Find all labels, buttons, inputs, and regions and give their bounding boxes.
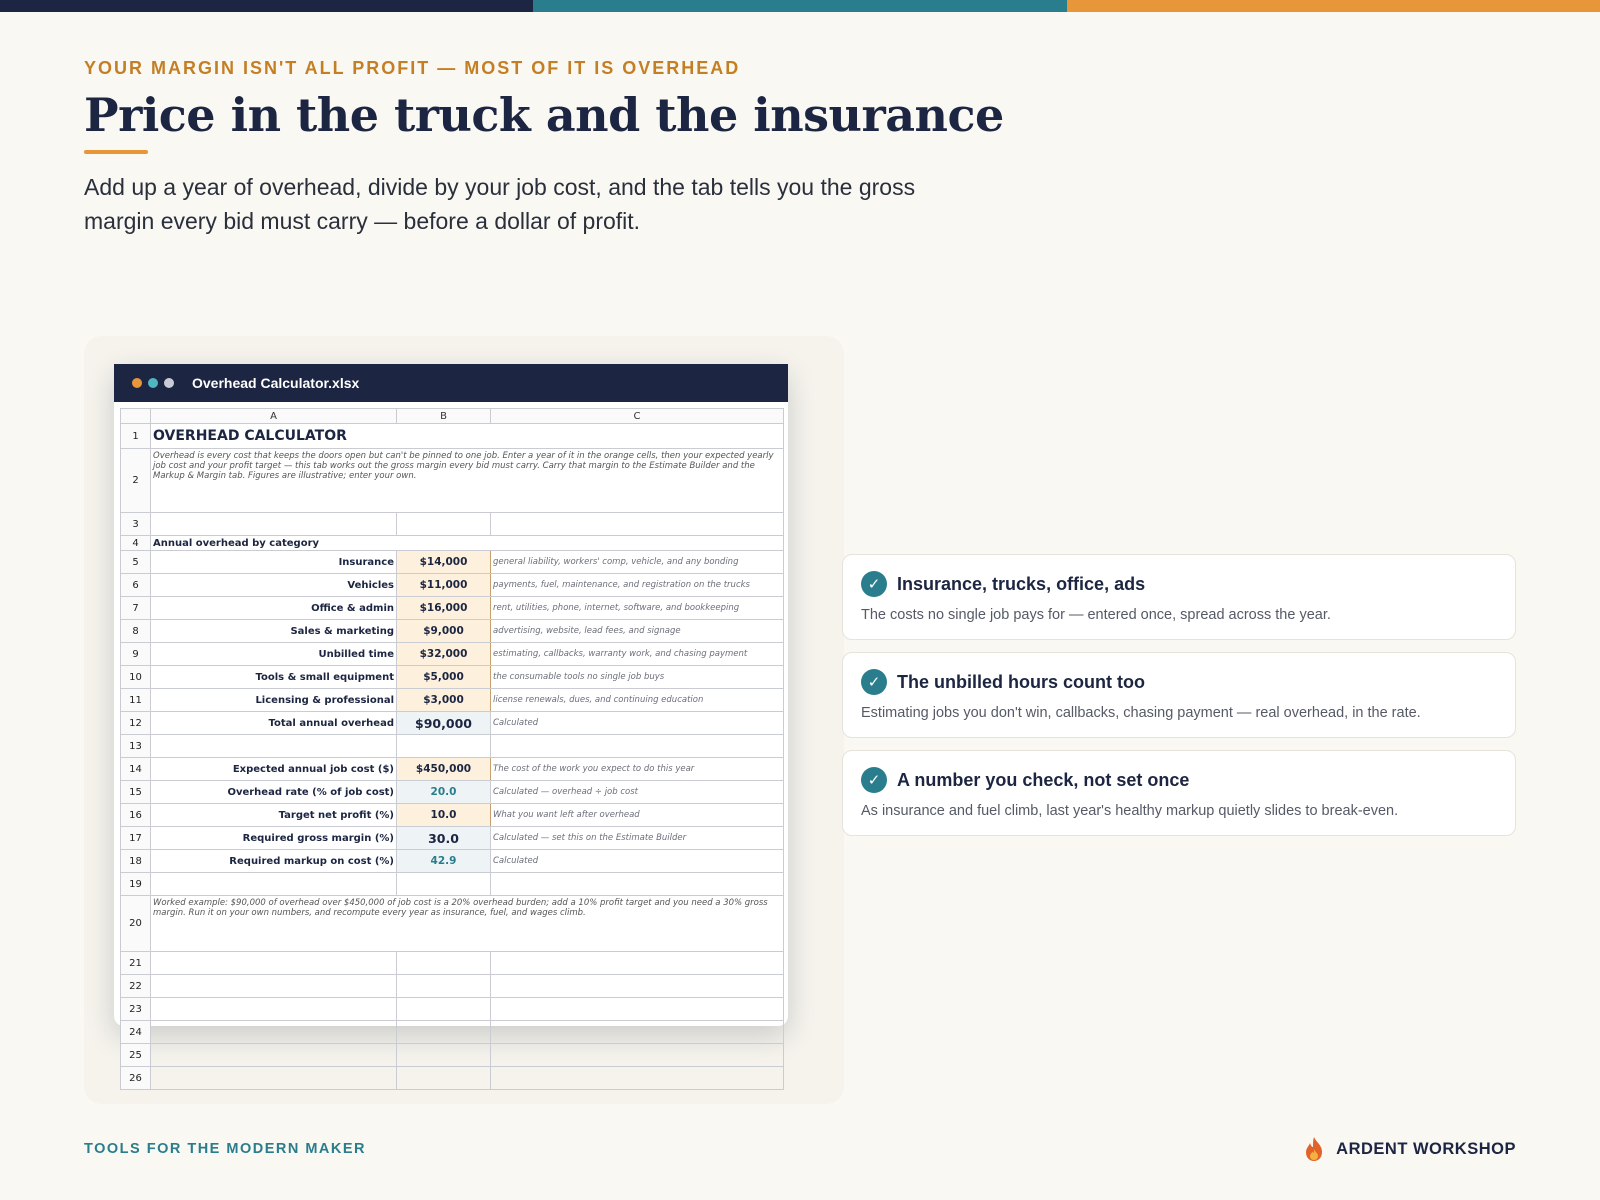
gross-margin-value-cell[interactable]: 30.0 — [397, 827, 491, 850]
feature-card — [842, 750, 1516, 836]
window-dot-teal — [148, 378, 158, 388]
category-value-input[interactable]: $32,000 — [397, 643, 491, 666]
feature-card-body: The costs no single job pays for — entered once, spread across the year. — [861, 607, 1331, 623]
cell[interactable] — [491, 873, 784, 896]
top-color-bar — [0, 0, 1600, 12]
feature-card-title: The unbilled hours count too — [897, 671, 1145, 692]
row-number[interactable]: 25 — [121, 1044, 151, 1067]
category-row — [121, 597, 784, 620]
spreadsheet-window — [114, 364, 788, 1084]
sheet-row — [121, 735, 784, 758]
category-note-cell[interactable]: estimating, callbacks, warranty work, and chasing payment — [491, 643, 784, 666]
category-note-cell[interactable]: general liability, workers' comp, vehicle, and any bonding — [491, 551, 784, 574]
row-number[interactable]: 2 — [121, 449, 151, 513]
total-label-cell[interactable]: Total annual overhead — [151, 712, 397, 735]
cell[interactable] — [491, 1044, 784, 1067]
sheet-row — [121, 1021, 784, 1044]
category-row — [121, 666, 784, 689]
row-number[interactable]: 23 — [121, 998, 151, 1021]
row-number[interactable]: 17 — [121, 827, 151, 850]
sheet-row — [121, 424, 784, 449]
row-number[interactable]: 19 — [121, 873, 151, 896]
target-profit-note-cell[interactable]: What you want left after overhead — [491, 804, 784, 827]
row-number[interactable]: 5 — [121, 551, 151, 574]
window-titlebar — [114, 364, 788, 402]
row-number[interactable]: 20 — [121, 896, 151, 952]
cell[interactable] — [397, 975, 491, 998]
overhead-rate-value-cell[interactable]: 20.0 — [397, 781, 491, 804]
sheet-row — [121, 449, 784, 513]
cell[interactable] — [491, 513, 784, 536]
category-value-input[interactable]: $11,000 — [397, 574, 491, 597]
gross-margin-note-cell[interactable]: Calculated — set this on the Estimate Builder — [491, 827, 784, 850]
category-value-input[interactable]: $5,000 — [397, 666, 491, 689]
cell[interactable] — [491, 975, 784, 998]
cell[interactable] — [397, 1044, 491, 1067]
row-number[interactable]: 4 — [121, 536, 151, 551]
sheet-row — [121, 1044, 784, 1067]
window-dot-gray — [164, 378, 174, 388]
row-number[interactable]: 12 — [121, 712, 151, 735]
row-number[interactable]: 26 — [121, 1067, 151, 1090]
category-row — [121, 551, 784, 574]
job-cost-input[interactable]: $450,000 — [397, 758, 491, 781]
category-note-cell[interactable]: rent, utilities, phone, internet, software, and bookkeeping — [491, 597, 784, 620]
markup-note-cell[interactable]: Calculated — [491, 850, 784, 873]
page-title: Price in the truck and the insurance — [84, 88, 1004, 142]
row-number[interactable]: 24 — [121, 1021, 151, 1044]
cell[interactable] — [491, 735, 784, 758]
cell[interactable] — [397, 998, 491, 1021]
overhead-rate-note-cell[interactable]: Calculated — overhead ÷ job cost — [491, 781, 784, 804]
spreadsheet-grid — [120, 408, 784, 1090]
feature-card-header — [861, 767, 1497, 793]
row-number[interactable]: 7 — [121, 597, 151, 620]
footer-brand — [1302, 1136, 1516, 1162]
category-row — [121, 620, 784, 643]
section-label-cell[interactable]: Annual overhead by category — [151, 536, 784, 551]
category-note-cell[interactable]: payments, fuel, maintenance, and registration on the trucks — [491, 574, 784, 597]
category-label-cell[interactable]: Vehicles — [151, 574, 397, 597]
cell[interactable] — [397, 952, 491, 975]
category-label-cell[interactable]: Tools & small equipment — [151, 666, 397, 689]
row-number[interactable]: 21 — [121, 952, 151, 975]
total-value-cell[interactable]: $90,000 — [397, 712, 491, 735]
cell[interactable] — [151, 735, 397, 758]
flame-logo-icon — [1302, 1136, 1326, 1162]
row-number[interactable]: 22 — [121, 975, 151, 998]
cell[interactable] — [151, 513, 397, 536]
job-cost-note-cell[interactable]: The cost of the work you expect to do this year — [491, 758, 784, 781]
target-profit-label-cell[interactable]: Target net profit (%) — [151, 804, 397, 827]
cell[interactable] — [397, 513, 491, 536]
feature-cards — [842, 554, 1516, 848]
column-header-row — [121, 409, 784, 424]
sheet-row — [121, 998, 784, 1021]
checkmark-icon: ✓ — [861, 571, 887, 597]
category-value-input[interactable]: $16,000 — [397, 597, 491, 620]
feature-card-title: A number you check, not set once — [897, 769, 1190, 790]
total-note-cell[interactable]: Calculated — [491, 712, 784, 735]
row-number[interactable]: 18 — [121, 850, 151, 873]
cell[interactable] — [491, 1021, 784, 1044]
category-row — [121, 689, 784, 712]
feature-card — [842, 652, 1516, 738]
cell[interactable] — [491, 1067, 784, 1090]
category-label-cell[interactable]: Insurance — [151, 551, 397, 574]
cell[interactable] — [397, 1021, 491, 1044]
cell[interactable] — [397, 735, 491, 758]
markup-row — [121, 850, 784, 873]
sheet-row — [121, 513, 784, 536]
lede-text: Add up a year of overhead, divide by your job cost, and the tab tells you the gross margin every bid must carry — before a dollar of profit. — [84, 174, 916, 234]
feature-card-header — [861, 669, 1497, 695]
cell[interactable] — [151, 952, 397, 975]
cell[interactable] — [151, 1044, 397, 1067]
target-profit-input[interactable]: 10.0 — [397, 804, 491, 827]
sheet-row — [121, 536, 784, 551]
category-value-input[interactable]: $3,000 — [397, 689, 491, 712]
overhead-rate-row — [121, 781, 784, 804]
sheet-row — [121, 952, 784, 975]
window-dot-orange — [132, 378, 142, 388]
brand-name: ARDENT WORKSHOP — [1336, 1139, 1516, 1158]
feature-card-body: Estimating jobs you don't win, callbacks, chasing payment — real overhead, in the rate. — [861, 705, 1421, 721]
cell[interactable] — [151, 1021, 397, 1044]
row-number[interactable]: 8 — [121, 620, 151, 643]
title-underline — [84, 150, 148, 154]
intro-cell[interactable]: Overhead is every cost that keeps the doors open but can't be pinned to one job. Enter a year of it in the orange cells, then your expected yearly job cost and your profit target — this tab works out the gross margin every bid must carry. Carry that margin to the Estimate Builder and the Markup & Margin tab. Figures are illustrative; enter your own. — [151, 449, 784, 513]
feature-card-title: Insurance, trucks, office, ads — [897, 573, 1146, 594]
feature-card-header — [861, 571, 1497, 597]
target-profit-row — [121, 804, 784, 827]
sheet-row — [121, 896, 784, 952]
cell[interactable] — [397, 1067, 491, 1090]
row-number[interactable]: 13 — [121, 735, 151, 758]
category-value-input[interactable]: $9,000 — [397, 620, 491, 643]
category-label-cell[interactable]: Licensing & professional — [151, 689, 397, 712]
worked-example-cell[interactable]: Worked example: $90,000 of overhead over $450,000 of job cost is a 20% overhead burden; add a 10% profit target and you need a 30% gross margin. Run it on your own numbers, and recompute every year as insurance, fuel, and wages climb. — [151, 896, 784, 952]
row-number[interactable]: 9 — [121, 643, 151, 666]
cell[interactable] — [151, 975, 397, 998]
category-note-cell[interactable]: license renewals, dues, and continuing education — [491, 689, 784, 712]
job-cost-row — [121, 758, 784, 781]
column-header-b[interactable]: B — [397, 409, 491, 424]
cell[interactable] — [151, 873, 397, 896]
category-row — [121, 574, 784, 597]
category-label-cell[interactable]: Sales & marketing — [151, 620, 397, 643]
category-note-cell[interactable]: advertising, website, lead fees, and signage — [491, 620, 784, 643]
column-header-c[interactable]: C — [491, 409, 784, 424]
row-number[interactable]: 3 — [121, 513, 151, 536]
category-row — [121, 643, 784, 666]
cell[interactable] — [397, 873, 491, 896]
feature-card — [842, 554, 1516, 640]
row-number[interactable]: 10 — [121, 666, 151, 689]
row-number[interactable]: 11 — [121, 689, 151, 712]
category-note-cell[interactable]: the consumable tools no single job buys — [491, 666, 784, 689]
job-cost-label-cell[interactable]: Expected annual job cost ($) — [151, 758, 397, 781]
eyebrow-text: YOUR MARGIN ISN'T ALL PROFIT — MOST OF IT IS OVERHEAD — [84, 58, 741, 78]
markup-label-cell[interactable]: Required markup on cost (%) — [151, 850, 397, 873]
category-label-cell[interactable]: Unbilled time — [151, 643, 397, 666]
category-label-cell[interactable]: Office & admin — [151, 597, 397, 620]
corner-cell — [121, 409, 151, 424]
footer-tagline: TOOLS FOR THE MODERN MAKER — [84, 1141, 367, 1157]
cell[interactable] — [491, 998, 784, 1021]
column-header-a[interactable]: A — [151, 409, 397, 424]
gross-margin-row — [121, 827, 784, 850]
row-number[interactable]: 15 — [121, 781, 151, 804]
markup-value-cell[interactable]: 42.9 — [397, 850, 491, 873]
row-number[interactable]: 16 — [121, 804, 151, 827]
overhead-rate-label-cell[interactable]: Overhead rate (% of job cost) — [151, 781, 397, 804]
gross-margin-label-cell[interactable]: Required gross margin (%) — [151, 827, 397, 850]
row-number[interactable]: 1 — [121, 424, 151, 449]
total-row — [121, 712, 784, 735]
cell[interactable] — [151, 1067, 397, 1090]
cell[interactable] — [151, 998, 397, 1021]
sheet-row — [121, 873, 784, 896]
sheet-row — [121, 1067, 784, 1090]
category-value-input[interactable]: $14,000 — [397, 551, 491, 574]
sheet-title-cell[interactable]: OVERHEAD CALCULATOR — [151, 424, 784, 449]
feature-card-body: As insurance and fuel climb, last year's healthy markup quietly slides to break-even. — [861, 803, 1399, 819]
cell[interactable] — [491, 952, 784, 975]
row-number[interactable]: 14 — [121, 758, 151, 781]
sheet-row — [121, 975, 784, 998]
window-title: Overhead Calculator.xlsx — [192, 375, 360, 391]
row-number[interactable]: 6 — [121, 574, 151, 597]
checkmark-icon: ✓ — [861, 669, 887, 695]
checkmark-icon: ✓ — [861, 767, 887, 793]
